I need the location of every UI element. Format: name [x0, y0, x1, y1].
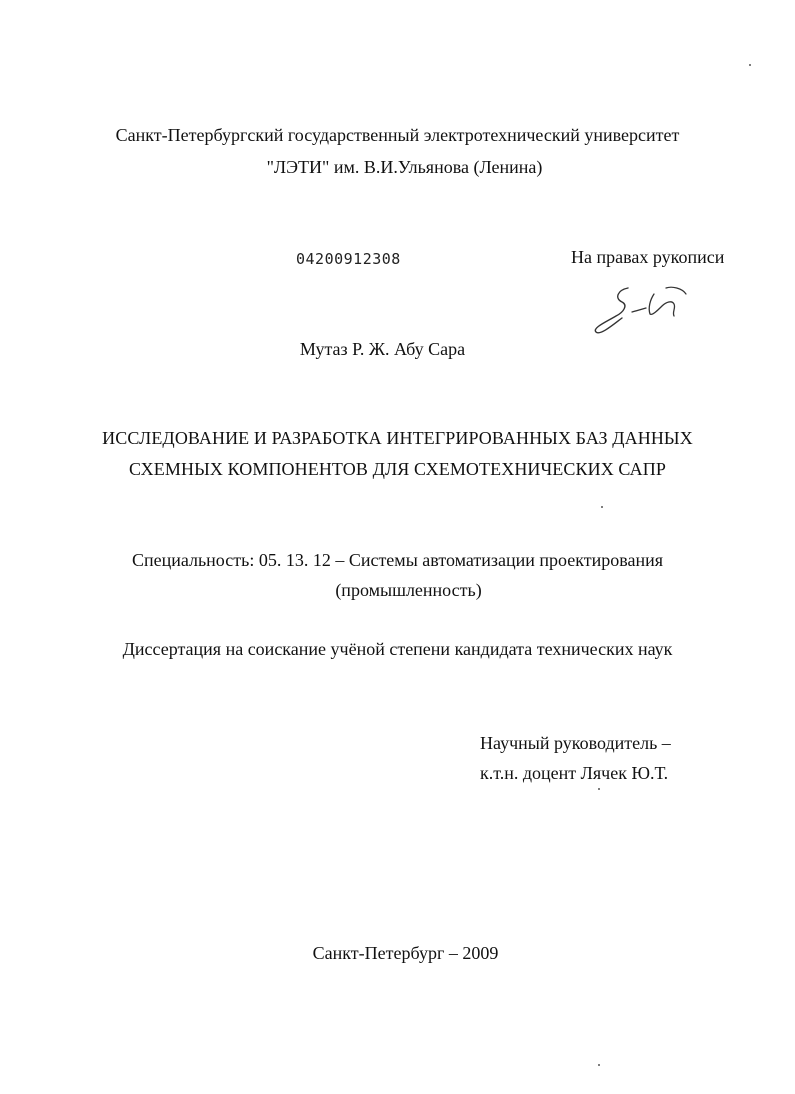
university-name-line-2: "ЛЭТИ" им. В.И.Ульянова (Ленина): [266, 157, 543, 177]
registration-number-stamp: 04200912308: [296, 250, 401, 268]
scan-speck: [749, 64, 751, 66]
supervisor-name: к.т.н. доцент Лячек Ю.Т.: [480, 763, 669, 783]
scan-speck: [598, 1064, 600, 1066]
thesis-title-line-2: СХЕМНЫХ КОМПОНЕНТОВ ДЛЯ СХЕМОТЕХНИЧЕСКИХ САПР: [129, 459, 666, 479]
university-name-line-1: Санкт-Петербургский государственный электротехнический университет: [115, 125, 680, 145]
specialty-line-2: (промышленность): [335, 580, 482, 600]
thesis-title-line-1: ИССЛЕДОВАНИЕ И РАЗРАБОТКА ИНТЕГРИРОВАННЫХ БАЗ ДАННЫХ: [102, 428, 693, 448]
handwritten-signature: [588, 282, 698, 340]
specialty-line-1: Специальность: 05. 13. 12 – Системы автоматизации проектирования: [131, 550, 664, 570]
dissertation-type: Диссертация на соискание учёной степени кандидата технических наук: [122, 639, 673, 659]
supervisor-label: Научный руководитель –: [480, 733, 671, 753]
city-year: Санкт-Петербург – 2009: [312, 943, 499, 963]
rights-note: На правах рукописи: [571, 247, 725, 267]
scan-speck: [601, 506, 603, 508]
scan-speck: [598, 788, 600, 790]
author-name: Мутаз Р. Ж. Абу Сара: [299, 339, 466, 359]
